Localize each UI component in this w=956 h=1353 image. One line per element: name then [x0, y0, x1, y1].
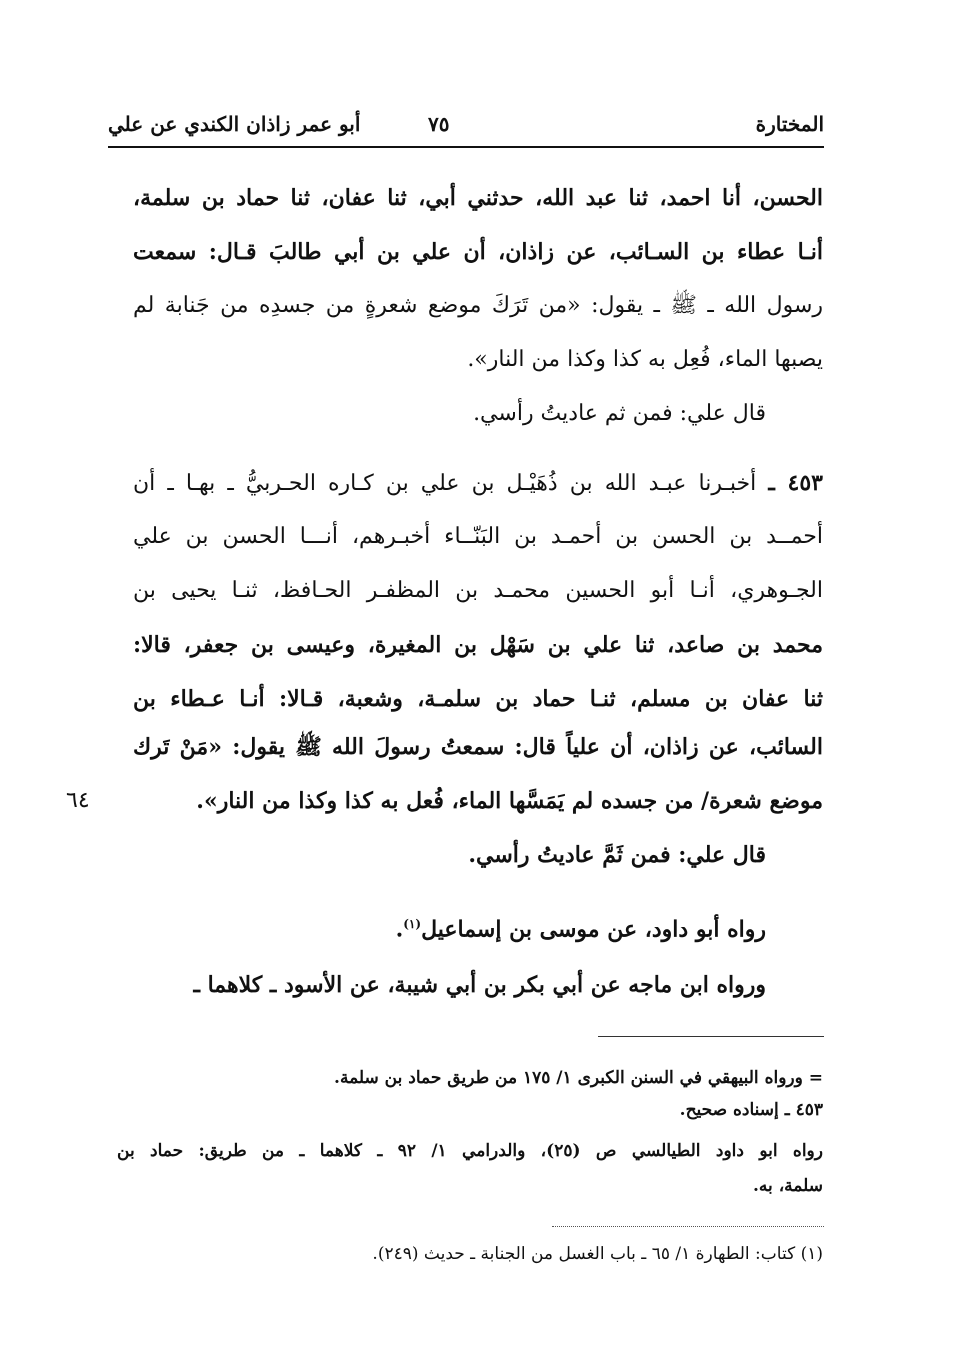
header-rule [108, 146, 824, 148]
margin-page-number: ٦٤ [66, 788, 90, 813]
footnote-line: رواه ابو داود الطيالسي ص (٢٥)، والدرامي ١/ ٩٢ ـ كلاهما ـ من طريق: حماد بن [117, 1141, 823, 1161]
footnote-marker: (١) [403, 917, 422, 931]
footnote-entry-label: ٤٥٣ ـ [784, 1100, 823, 1120]
body-line: ورواه ابن ماجه عن أبي بكر بن أبي شيبة، عن الأسود ـ كلاهما ـ [193, 972, 766, 998]
body-line: قال علي: فمن ثَمَّ عاديتُ رأسي. [468, 842, 766, 868]
hadith-number: ٤٥٣ ـ [768, 470, 823, 496]
footnote-separator [598, 1036, 824, 1037]
body-line: أنـا عطاء بن السـائب، عن زاذان، أن علي بن أبي طالبَ قـال: سمعت [133, 239, 823, 265]
body-line: رسول الله ـ ﷺ ـ يقول: «من تَرَكَ موضع شعرةٍ من جسدِه من جَنابة لم [133, 293, 823, 318]
header-page-number: ٧٥ [428, 112, 450, 136]
footnote-continuation: = ورواه البيهقي في السنن الكبرى ١/ ١٧٥ من طريق حماد بن سلمة. [334, 1068, 823, 1088]
footnote-separator-dotted [552, 1226, 824, 1227]
footnote-line: سلمة، به. [753, 1176, 823, 1196]
body-line: السائب، عن زاذان، أن علياً قال: سمعتُ رسولَ الله ﷺ يقول: «مَنْ تَرك [133, 734, 823, 760]
body-line: ثنا عفان بن مسلم، ثنـا حماد بن سلمـة، وشعبة، قـالا: أنـا عـطاء بن [133, 686, 823, 712]
body-line: الجـوهري، أنـا أبو الحسين محمـد بن المظفـر الحـافظ، ثنـا يحيى بن [133, 578, 823, 603]
header-title: المختارة [755, 112, 824, 136]
body-line-text: أخبـرنا عبـد الله بن ذُهَيْـل بن علي بن كـاره الحـربيُّ ـ بهـا ـ أن [133, 471, 757, 496]
body-line: الحسن، أنا احمد، ثنا عبد الله، حدثني أبي، ثنا عفان، ثنا حماد بن سلمة، [133, 185, 823, 211]
body-line: أحمــد بن الحسن بن أحمـد بن البَنّــاء أخبـرهم، أنـــا الحسن بن علي [133, 524, 823, 549]
footnote-entry-text: إسناده صحيح. [679, 1100, 779, 1120]
header-section-title: أبو عمر زاذان الكندي عن علي [108, 112, 361, 136]
hadith-first-line [133, 461, 823, 506]
body-line-text: رواه أبو داود، عن موسى بن إسماعيل [421, 916, 766, 943]
running-header [108, 106, 824, 142]
body-line [133, 902, 766, 951]
body-line: يصبها الماء، فُعِل به كذا وكذا من النار». [467, 347, 823, 372]
body-line: محمد بن صاعد، ثنا علي بن سَهْل بن المغيرة، وعيسى بن جعفر، قالا: [133, 632, 823, 658]
line-period: . [395, 916, 404, 943]
footnote-source: (١) كتاب: الطهارة ١/ ٦٥ ـ باب الغسل من الجنابة ـ حديث (٢٤٩). [372, 1244, 823, 1264]
body-line: قال علي: فمن ثم عاديتُ رأسي. [473, 401, 766, 426]
body-line: موضع شعرة/ من جسده لم يَمَسَّها الماء، فُعل به كذا وكذا من النار». [196, 788, 823, 814]
footnote-entry [680, 1094, 823, 1126]
